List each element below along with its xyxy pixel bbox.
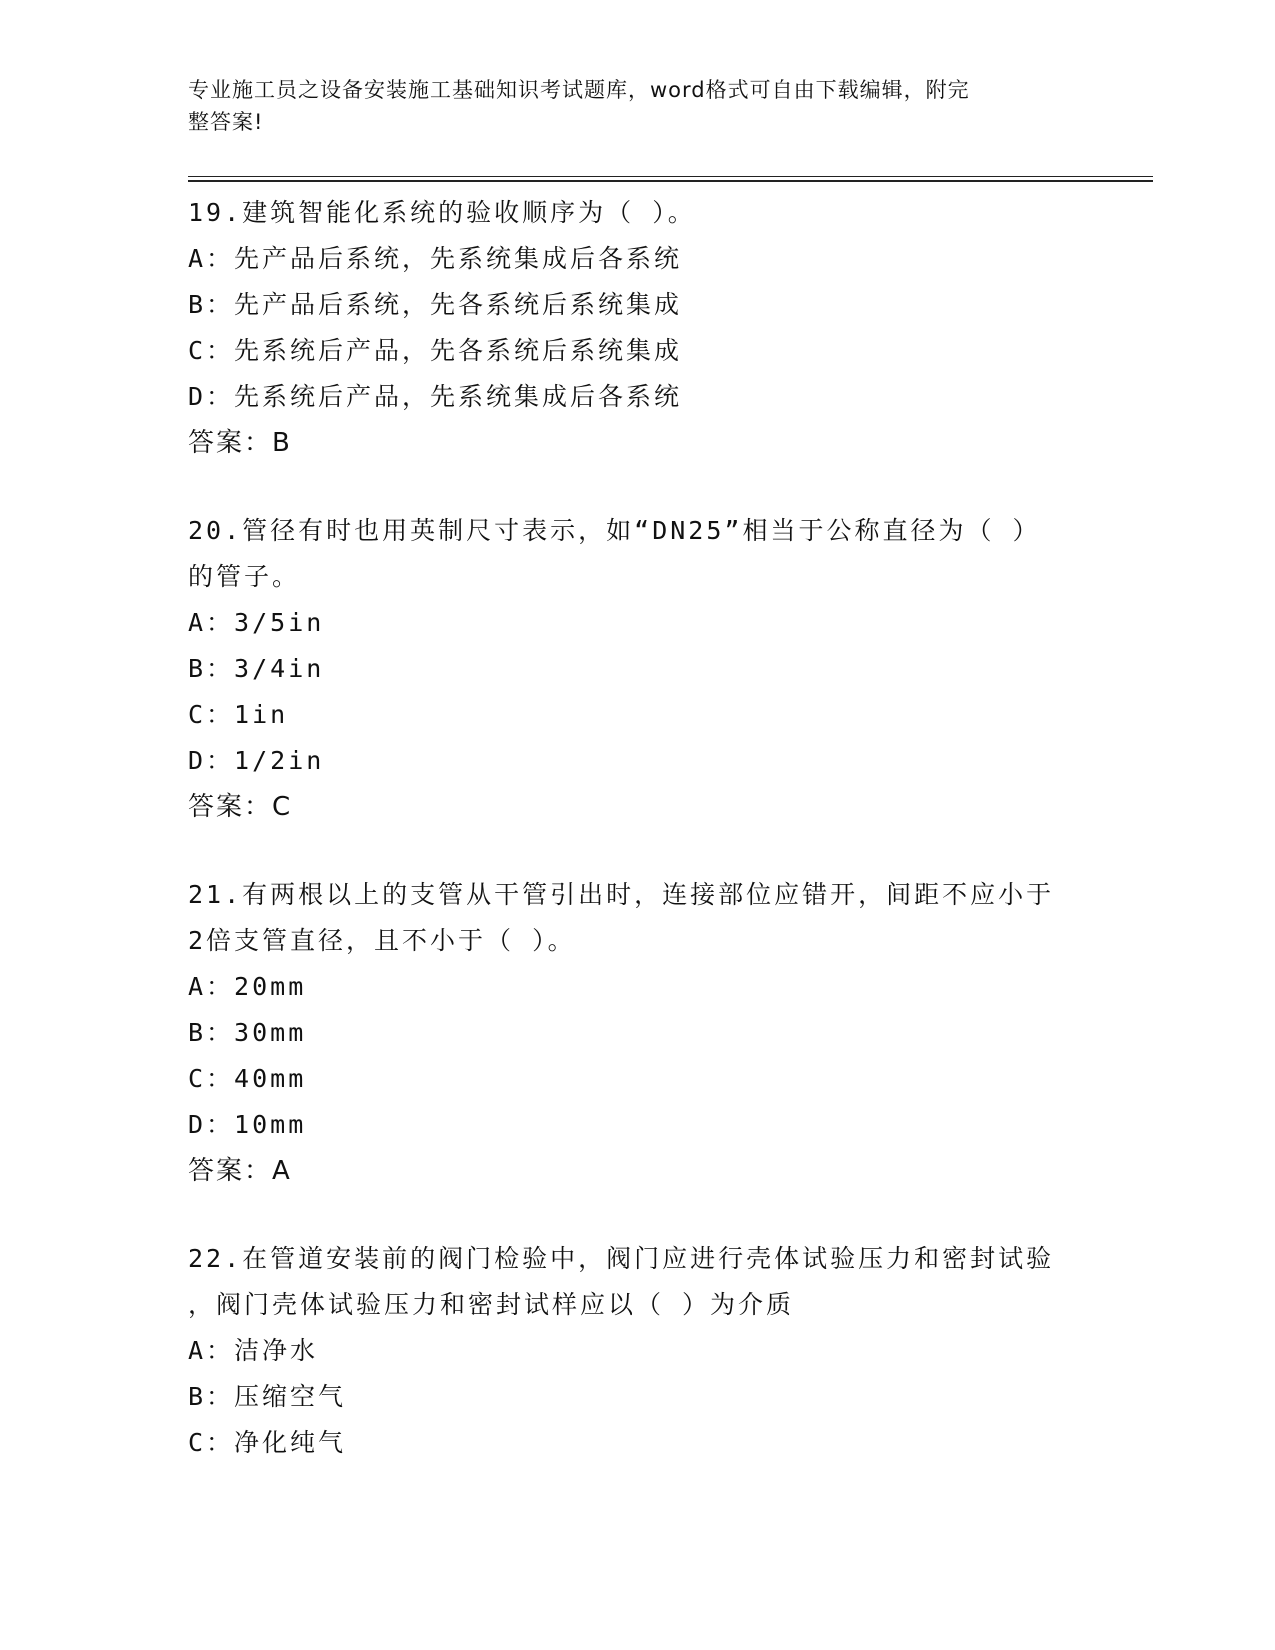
question-list	[188, 190, 1088, 1508]
question-stem-line-2: 的管子。	[188, 562, 301, 591]
question-19	[188, 190, 1088, 466]
option-d: D：先系统后产品，先系统集成后各系统	[188, 382, 683, 411]
answer: 答案：A	[188, 1156, 292, 1186]
header-line-2: 整答案!	[188, 110, 264, 134]
question-20	[188, 508, 1088, 830]
question-stem-line-1: 20.管径有时也用英制尺寸表示，如“DN25”相当于公称直径为（ ）	[188, 516, 1041, 545]
answer: 答案：C	[188, 792, 293, 822]
option-c: C：先系统后产品，先各系统后系统集成	[188, 336, 683, 365]
option-c: C：净化纯气	[188, 1428, 347, 1457]
question-22	[188, 1236, 1088, 1466]
option-a: A：20mm	[188, 972, 307, 1001]
question-21	[188, 872, 1088, 1194]
question-stem-line-2: 2倍支管直径，且不小于（ ）。	[188, 926, 576, 955]
option-a: A：先产品后系统，先系统集成后各系统	[188, 244, 683, 273]
option-b: B：3/4in	[188, 654, 325, 683]
document-header	[188, 74, 1068, 138]
question-stem-line-1: 22.在管道安装前的阀门检验中，阀门应进行壳体试验压力和密封试验	[188, 1244, 1055, 1273]
option-d: D：10mm	[188, 1110, 307, 1139]
answer: 答案：B	[188, 428, 292, 458]
option-a: A：洁净水	[188, 1336, 319, 1365]
option-a: A：3/5in	[188, 608, 325, 637]
header-line-1: 专业施工员之设备安装施工基础知识考试题库，word格式可自由下载编辑，附完	[188, 78, 970, 102]
option-c: C：40mm	[188, 1064, 307, 1093]
question-stem: 19.建筑智能化系统的验收顺序为（ ）。	[188, 198, 696, 227]
option-b: B：先产品后系统，先各系统后系统集成	[188, 290, 683, 319]
header-divider-thin	[188, 176, 1153, 177]
question-stem-line-1: 21.有两根以上的支管从干管引出时，连接部位应错开，间距不应小于	[188, 880, 1055, 909]
header-divider-thick	[188, 180, 1153, 182]
option-d: D：1/2in	[188, 746, 325, 775]
option-b: B：压缩空气	[188, 1382, 347, 1411]
question-stem-line-2: ，阀门壳体试验压力和密封试样应以（ ）为介质	[188, 1290, 795, 1319]
option-c: C：1in	[188, 700, 289, 729]
option-b: B：30mm	[188, 1018, 307, 1047]
